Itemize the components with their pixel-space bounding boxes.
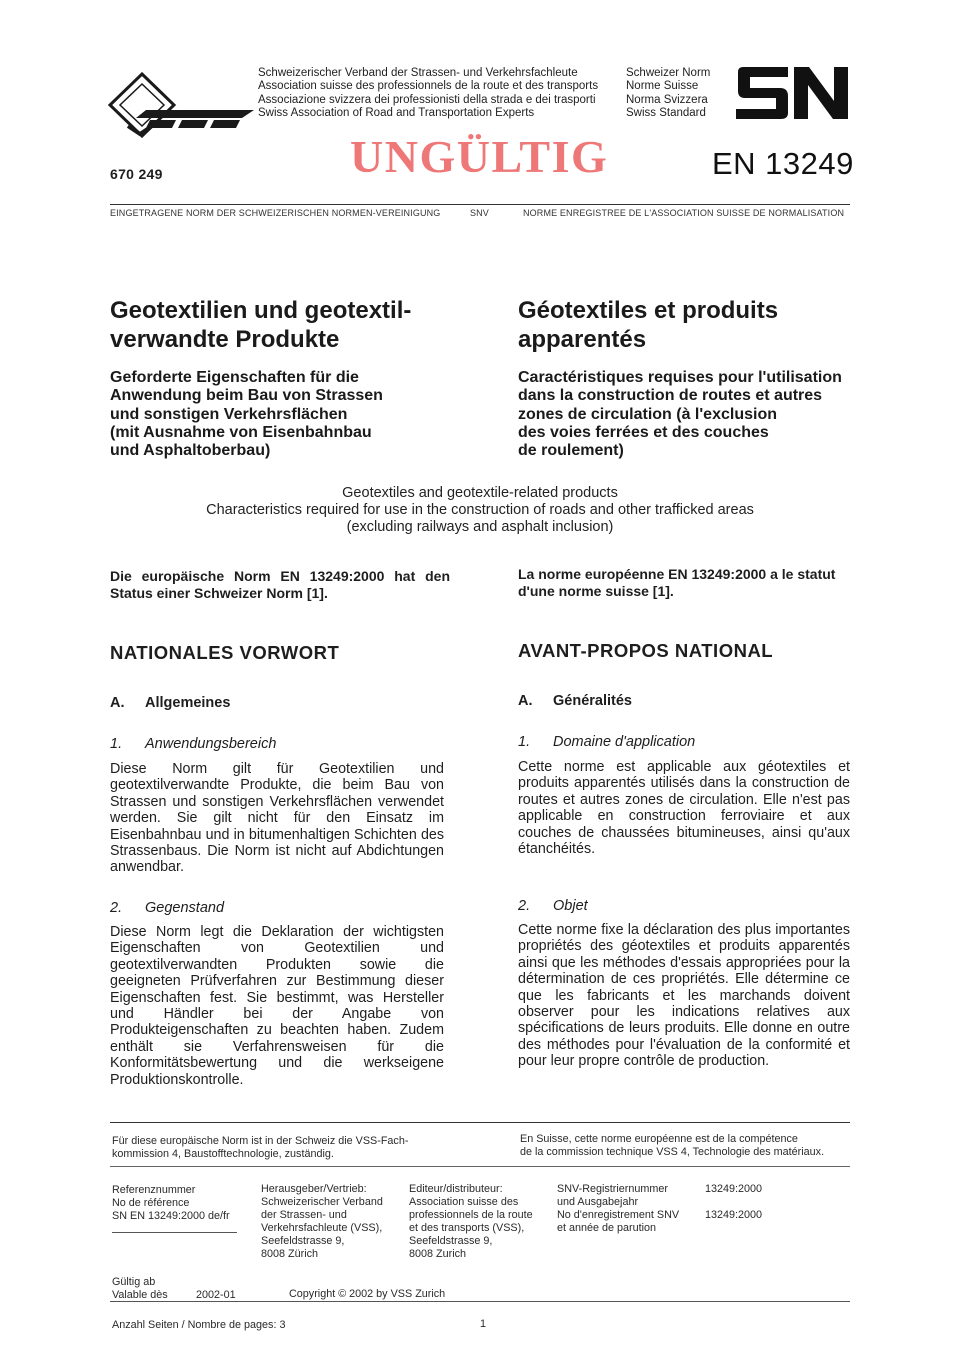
sn-logo (734, 66, 850, 120)
title-fr (518, 296, 858, 354)
item2-heading-fr (518, 898, 588, 914)
subsection-title: Généralités (553, 693, 632, 709)
scope-text-de: Diese Norm gilt für Geotextilien und geotextilverwandte Produkte, die beim Bau von Strassen und sonstigen Verkehrsflächen verwendet werden. Sie gilt nicht für den Einsatz im Eisenbahnbau und in bitumenhaltigen Schichten des Strassenbaus. Die Norm ist nicht auf Abdichtungen anwendbar. (110, 761, 444, 876)
reference-value: SN EN 13249:2000 de/fr (112, 1210, 230, 1222)
subtitle-line: (mit Ausnahme von Eisenbahnbau (110, 423, 372, 441)
reference-number (112, 1184, 230, 1223)
subtitle-line: de roulement) (518, 442, 624, 460)
snv-line: und Ausgabejahr (557, 1196, 639, 1208)
item2-heading-de (110, 900, 224, 916)
title-line: Geotextilien und geotextil- (110, 297, 412, 324)
editor-line: Seefeldstrasse 9, (409, 1235, 493, 1247)
editor-line: Association suisse des (409, 1196, 519, 1208)
item1-heading-de (110, 736, 276, 752)
valid-from-labels (112, 1276, 168, 1302)
document-number: 670 249 (110, 166, 163, 182)
publisher-line: der Strassen- und (261, 1209, 347, 1221)
footer-divider-2 (110, 1166, 850, 1167)
organization-names (258, 67, 598, 120)
registered-note-fr: NORME ENREGISTREE DE L'ASSOCIATION SUISSE DE NORMALISATION (523, 208, 845, 218)
standard-line: Swiss Standard (626, 106, 706, 119)
english-title-line: Characteristics required for use in the construction of roads and other trafficked areas (206, 501, 754, 518)
editor-line: et des transports (VSS), (409, 1222, 525, 1234)
publisher-de (261, 1183, 383, 1261)
competence-line: kommission 4, Baustofftechnologie, zuständig. (112, 1148, 334, 1160)
subtitle-de (110, 369, 470, 460)
status-line: La norme européenne EN 13249:2000 a le statut (518, 566, 836, 582)
snv-line: No d'enregistrement SNV (557, 1209, 680, 1221)
competence-line: de la commission technique VSS 4, Technologie des matériaux. (520, 1146, 825, 1158)
publisher-fr (409, 1183, 533, 1261)
status-line: Die europäische Norm EN 13249:2000 hat den (110, 568, 450, 584)
publisher-line: 8008 Zürich (261, 1248, 319, 1260)
snv-line: et année de parution (557, 1222, 657, 1234)
reference-label: Referenznummer (112, 1184, 196, 1196)
item-title: Domaine d'application (553, 734, 696, 750)
registered-snv: SNV (470, 208, 489, 218)
title-line: verwandte Produkte (110, 326, 340, 353)
item-number: 1. (518, 734, 531, 750)
subtitle-line: und sonstigen Verkehrsflächen (110, 405, 348, 423)
item1-heading-fr (518, 734, 695, 750)
page-number: 1 (480, 1318, 487, 1330)
reference-label: No de référence (112, 1197, 190, 1209)
publisher-line: Herausgeber/Vertrieb: (261, 1183, 367, 1195)
item-title: Objet (553, 898, 588, 914)
publisher-line: Schweizerischer Verband (261, 1196, 383, 1208)
snv-value-de: 13249:2000 (705, 1183, 763, 1195)
section-heading-de: NATIONALES VORWORT (110, 642, 340, 663)
org-line: Schweizerischer Verband der Strassen- und Verkehrsfachleute (258, 67, 578, 79)
subsection-number: A. (518, 693, 533, 709)
copyright: Copyright © 2002 by VSS Zurich (289, 1288, 446, 1300)
title-de (110, 296, 490, 354)
org-line: Association suisse des professionnels de la route et des transports (258, 80, 599, 93)
item-number: 2. (110, 900, 123, 916)
english-title (110, 485, 850, 535)
publisher-line: Seefeldstrasse 9, (261, 1235, 345, 1247)
subtitle-fr (518, 369, 858, 460)
org-line: Associazione svizzera dei professionisti della strada e dei trasporti (258, 93, 596, 106)
valid-date: 2002-01 (196, 1289, 236, 1301)
scope-text-fr: Cette norme est applicable aux géotextiles et produits apparentés utilisés dans la construction de routes et autres zones de circulation. Elle n'est pas applicable en construction ferroviaire et aux couches de chaussées bitumineuses, ainsi qu'aux étanchéités. (518, 759, 850, 858)
standard-type (626, 67, 710, 120)
footer-divider-3 (110, 1301, 850, 1302)
header-divider (110, 204, 850, 205)
item-number: 1. (110, 736, 123, 752)
item-title: Gegenstand (145, 900, 225, 916)
snv-line: SNV-Registriernummer (557, 1183, 668, 1195)
editor-line: 8008 Zurich (409, 1248, 467, 1260)
reference-underline (112, 1232, 237, 1233)
subtitle-line: und Asphaltoberbau) (110, 442, 271, 460)
subtitle-line: zones de circulation (à l'exclusion (518, 405, 777, 423)
standard-line: Norma Svizzera (626, 93, 708, 106)
valid-label: Gültig ab (112, 1276, 156, 1288)
snv-value-fr: 13249:2000 (705, 1209, 763, 1221)
title-line: apparentés (518, 326, 647, 353)
standard-line: Norme Suisse (626, 80, 699, 93)
org-line: Swiss Association of Road and Transportation Experts (258, 106, 535, 119)
subtitle-line: Caractéristiques requises pour l'utilisation (518, 369, 842, 386)
item-title: Anwendungsbereich (145, 736, 277, 752)
vss-logo (106, 72, 254, 138)
status-line: d'une norme suisse [1]. (518, 583, 674, 599)
editor-line: professionnels de la route (409, 1209, 533, 1221)
subtitle-line: Geforderte Eigenschaften für die (110, 369, 359, 386)
status-de (110, 568, 450, 602)
competence-line: En Suisse, cette norme européenne est de la compétence (520, 1133, 798, 1145)
subsection-de (110, 695, 230, 711)
subsection-fr (518, 693, 632, 709)
publisher-line: Verkehrsfachleute (VSS), (261, 1222, 383, 1234)
en-number: EN 13249 (712, 146, 854, 181)
valid-label: Valable dès (112, 1289, 168, 1301)
subsection-title: Allgemeines (145, 695, 231, 711)
section-heading-fr: AVANT-PROPOS NATIONAL (518, 640, 774, 661)
english-title-line: (excluding railways and asphalt inclusion) (346, 518, 614, 535)
subtitle-line: dans la construction de routes et autres (518, 387, 823, 405)
object-text-fr: Cette norme fixe la déclaration des plus importantes propriétés des géotextiles et produits apparentés ainsi que les méthodes d'essais appropriées pour la détermination de ces propriétés. Elle détermine ce que les fabricants et les marchands doivent observer pour les indications relatives aux spécifications de leurs produits. Elle donne en outre des méthodes pour l'évaluation de la conformité et pour leur propre contrôle de production. (518, 922, 850, 1070)
status-fr (518, 566, 858, 600)
object-text-de: Diese Norm legt die Deklaration der wichtigsten Eigenschaften von Geotextilien und geotextilverwandten Produkten sowie die geeigneten Prüfverfahren zur Bestimmung dieser Eigenschaften fest. Sie bestimmt, was Hersteller und Händler bei der Angabe von Produkteigenschaften zu beachten haben. Zudem enthält sie Verfahrensweisen für die Konformitätsbewertung und die werkseigene Produktionskontrolle. (110, 924, 444, 1088)
footer-divider (110, 1122, 850, 1123)
invalid-stamp: UNGÜLTIG (350, 131, 609, 182)
subtitle-line: des voies ferrées et des couches (518, 423, 769, 441)
page-count: Anzahl Seiten / Nombre de pages: 3 (112, 1319, 286, 1331)
competence-fr (520, 1133, 824, 1159)
subsection-number: A. (110, 695, 125, 711)
status-line: Status einer Schweizer Norm [1]. (110, 585, 328, 601)
english-title-line: Geotextiles and geotextile-related products (342, 485, 618, 501)
registered-note-de: EINGETRAGENE NORM DER SCHWEIZERISCHEN NORMEN-VEREINIGUNG (110, 208, 441, 218)
competence-de (112, 1135, 408, 1161)
subtitle-line: Anwendung beim Bau von Strassen (110, 387, 383, 405)
item-number: 2. (518, 898, 531, 914)
standard-line: Schweizer Norm (626, 67, 711, 79)
editor-line: Editeur/distributeur: (409, 1183, 503, 1195)
title-line: Géotextiles et produits (518, 297, 779, 324)
competence-line: Für diese europäische Norm ist in der Schweiz die VSS-Fach- (112, 1135, 409, 1147)
snv-registration (557, 1183, 679, 1235)
